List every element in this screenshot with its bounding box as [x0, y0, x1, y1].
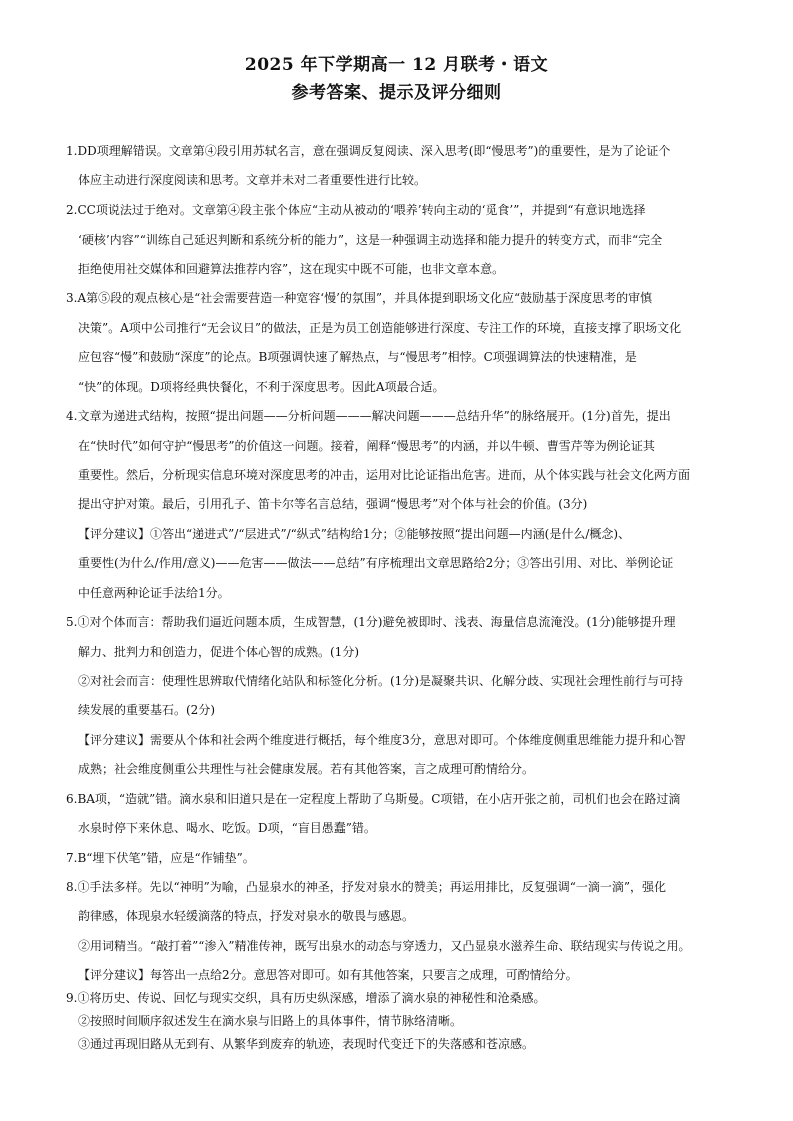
answer-text-line: 4.文章为递进式结构，按照“提出问题——分析问题———解决问题———总结升华”的脉络展开。(1分)首先，提出	[66, 409, 671, 423]
document-title: 2025 年下学期高一 12 月联考・语文	[244, 55, 549, 75]
answer-text-line: ②对社会而言：使理性思辨取代情绪化站队和标签化分析。(1分)是凝聚共识、化解分歧、实现社会理性前行与可持	[78, 674, 684, 688]
answer-text-line: 续发展的重要基石。(2分)	[78, 703, 215, 717]
answer-text-line: 体应主动进行深度阅读和思考。文章并未对二者重要性进行比较。	[78, 173, 427, 187]
answer-text-line: 【评分建议】每答出一点给2分。意思答对即可。如有其他答案，只要言之成理，可酌情给分。	[78, 968, 578, 982]
answer-text-line: 决策”。A项中公司推行“无会议日”的做法，正是为员工创造能够进行深度、专注工作的环境，直接支撑了职场文化	[78, 321, 682, 335]
answer-text-line: 成熟；社会维度侧重公共理性与社会健康发展。若有其他答案，言之成理可酌情给分。	[78, 762, 535, 776]
answer-text-line: ③通过再现旧路从无到有、从繁华到废弃的轨迹，表现时代变迁下的失落感和苍凉感。	[78, 1037, 535, 1051]
answer-text-line: 1.DD项理解错误。文章第④段引用苏轼名言，意在强调反复阅读、深入思考(即“慢思考”)的重要性，是为了论证个	[66, 144, 671, 158]
answer-text-line: 韵律感，体现泉水轻缓滴落的特点，抒发对泉水的敬畏与感恩。	[78, 909, 415, 923]
answer-text-line: 应包容“慢”和鼓励“深度”的论点。B项强调快速了解热点，与“慢思考”相悖。C项强调算法的快速精准，是	[78, 350, 637, 364]
document-subtitle: 参考答案、提示及评分细则	[291, 83, 502, 103]
answer-text-line: 【评分建议】①答出“递进式”/“层进式”/“纵式”结构给1分；②能够按照“提出问题—内涵(是什么/概念)、	[78, 527, 631, 541]
answer-text-line: 3.A第⑤段的观点核心是“社会需要营造一种宽容‘慢’的氛围”，并具体提到职场文化应“鼓励基于深度思考的审慎	[66, 291, 653, 305]
answer-text-line: 水泉时停下来休息、喝水、吃饭。D项，“盲目愚蠢”错。	[78, 821, 376, 835]
answer-text-line: 7.B“埋下伏笔”错，应是“作铺垫”。	[66, 851, 255, 865]
answer-text-line: 提出守护对策。最后，引用孔子、笛卡尔等名言总结，强调“慢思考”对个体与社会的价值。(3分)	[78, 497, 588, 511]
answer-text-line: 重要性(为什么/作用/意义)——危害——做法——总结”有序梳理出文章思路给2分；③答出引用、对比、举例论证	[78, 556, 674, 570]
answer-text-line: 2.CC项说法过于绝对。文章第④段主张个体应“主动从被动的‘喂养’转向主动的‘觅食’”，并提到“有意识地选择	[66, 203, 646, 217]
answer-text-line: 5.①对个体而言：帮助我们逼近问题本质，生成智慧，(1分)避免被即时、浅表、海量信息流淹没。(1分)能够提升理	[66, 615, 676, 629]
answer-text-line: 拒绝使用社交媒体和回避算法推荐内容”，这在现实中既不可能，也非文章本意。	[78, 262, 505, 276]
answer-text-line: ②用词精当。“敲打着”“渗入”精准传神，既写出泉水的动态与穿透力，又凸显泉水滋养生命、联结现实与传说之用。	[78, 939, 691, 953]
answer-text-line: “快”的体现。D项将经典快餐化，不利于深度思考。因此A项最合适。	[78, 380, 445, 394]
answer-text-line: 中任意两种论证手法给1分。	[78, 586, 230, 600]
answer-text-line: ②按照时间顺序叙述发生在滴水泉与旧路上的具体事件，情节脉络清晰。	[78, 1014, 463, 1028]
answer-text-line: 重要性。然后，分析现实信息环境对深度思考的冲击，运用对比论证指出危害。进而，从个体实践与社会文化两方面	[78, 468, 691, 482]
answer-text-line: 【评分建议】需要从个体和社会两个维度进行概括，每个维度3分，意思对即可。个体维度侧重思维能力提升和心智	[78, 733, 686, 747]
answer-text-line: 在“快时代”如何守护“慢思考”的价值这一问题。接着，阐释“慢思考”的内涵，并以牛顿、曹雪芹等为例论证其	[78, 439, 655, 453]
answer-text-line: 8.①手法多样。先以“神明”为喻，凸显泉水的神圣，抒发对泉水的赞美；再运用排比，反复强调“一滴一滴”，强化	[66, 880, 666, 894]
answer-text-line: 解力、批判力和创造力，促进个体心智的成熟。(1分)	[78, 645, 360, 659]
answer-text-line: 6.BA项，“造就”错。滴水泉和旧道只是在一定程度上帮助了乌斯曼。C项错，在小店开张之前，司机们也会在路过滴	[66, 792, 681, 806]
answer-text-line: 9.①将历史、传说、回忆与现实交织，具有历史纵深感，增添了滴水泉的神秘性和沧桑感。	[66, 991, 546, 1005]
answer-text-line: ‘硬核’内容”“训练自己延迟判断和系统分析的能力”，这是一种强调主动选择和能力提升的转变方式，而非“完全	[78, 233, 663, 247]
